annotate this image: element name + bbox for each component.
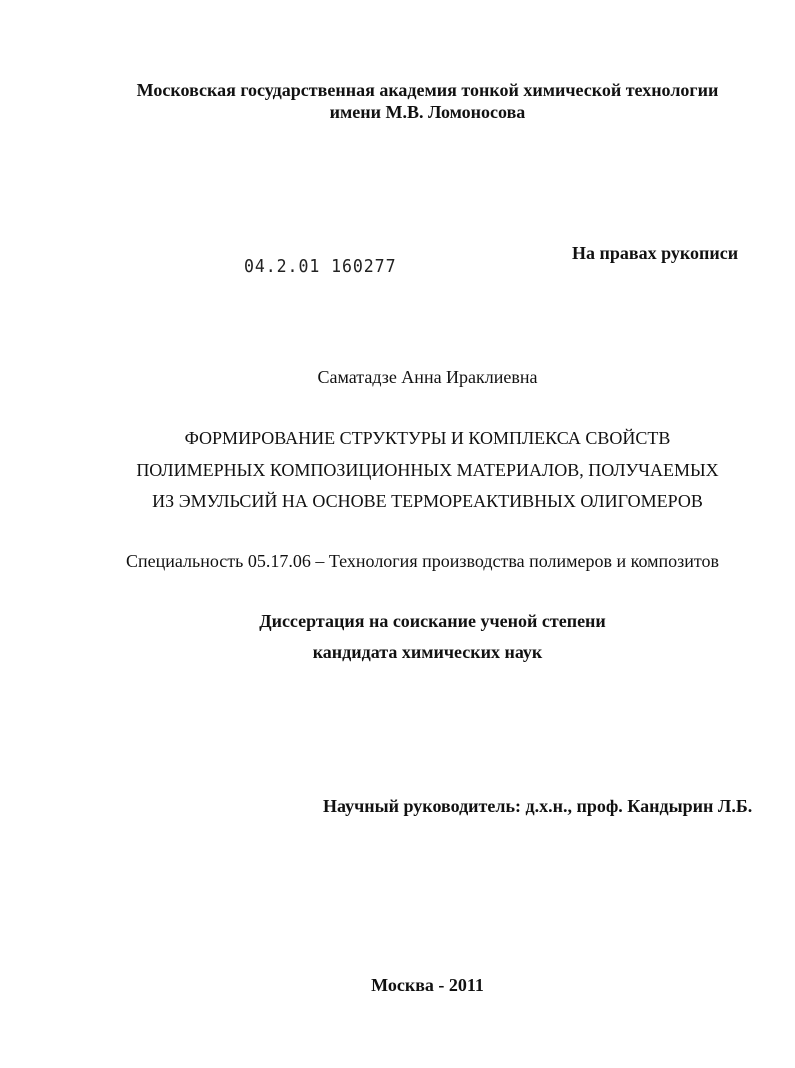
author-name: Саматадзе Анна Ираклиевна — [317, 367, 538, 387]
city-year: Москва - 2011 — [371, 975, 484, 995]
scientific-advisor: Научный руководитель: д.х.н., проф. Кандырин Л.Б. — [323, 796, 753, 816]
thesis-title-line2: ПОЛИМЕРНЫХ КОМПОЗИЦИОННЫХ МАТЕРИАЛОВ, ПОЛУЧАЕМЫХ — [136, 460, 719, 480]
institution-name-line1: Московская государственная академия тонкой химической технологии — [136, 80, 719, 100]
thesis-title-line1: ФОРМИРОВАНИЕ СТРУКТУРЫ И КОМПЛЕКСА СВОЙСТВ — [184, 428, 671, 448]
rights-note: На правах рукописи — [572, 243, 739, 263]
dissertation-line2: кандидата химических наук — [312, 642, 543, 662]
specialty: Специальность 05.17.06 – Технология производства полимеров и композитов — [125, 551, 719, 571]
thesis-title-line3: ИЗ ЭМУЛЬСИЙ НА ОСНОВЕ ТЕРМОРЕАКТИВНЫХ ОЛИГОМЕРОВ — [152, 491, 703, 511]
dissertation-line1: Диссертация на соискание ученой степени — [259, 611, 606, 631]
registration-stamp: 04.2.01 160277 — [244, 256, 397, 277]
institution-name-line2: имени М.В. Ломоносова — [329, 102, 526, 122]
